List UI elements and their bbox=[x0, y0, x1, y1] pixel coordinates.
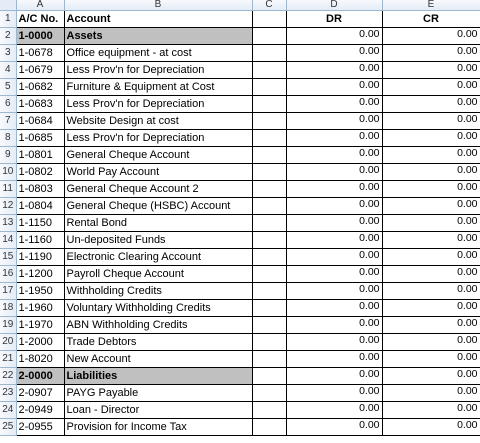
account-name-cell[interactable]: Less Prov'n for Depreciation bbox=[64, 62, 252, 79]
table-row bbox=[0, 113, 480, 130]
account-name-cell[interactable]: General Cheque (HSBC) Account bbox=[64, 198, 252, 215]
cr-cell[interactable]: 0.00 bbox=[382, 385, 480, 402]
select-all-corner[interactable] bbox=[0, 0, 16, 11]
row-header[interactable]: 2 bbox=[0, 28, 16, 45]
cr-cell[interactable]: 0.00 bbox=[382, 351, 480, 368]
dr-cell[interactable]: 0.00 bbox=[286, 402, 382, 419]
empty-cell-c[interactable] bbox=[252, 283, 286, 300]
table-row bbox=[0, 147, 480, 164]
header-cell-c[interactable] bbox=[252, 11, 286, 28]
table-row bbox=[0, 419, 480, 436]
dr-cell[interactable]: 0.00 bbox=[286, 62, 382, 79]
dr-cell[interactable]: 0.00 bbox=[286, 130, 382, 147]
cr-cell[interactable]: 0.00 bbox=[382, 28, 480, 45]
account-name-cell[interactable]: PAYG Payable bbox=[64, 385, 252, 402]
account-name-cell[interactable]: Payroll Cheque Account bbox=[64, 266, 252, 283]
dr-cell[interactable]: 0.00 bbox=[286, 113, 382, 130]
header-cell-dr[interactable]: DR bbox=[286, 11, 382, 28]
account-number-cell[interactable]: 1-0803 bbox=[16, 181, 64, 198]
row-header[interactable]: 13 bbox=[0, 215, 16, 232]
account-number-cell[interactable]: 2-0949 bbox=[16, 402, 64, 419]
account-name-cell[interactable]: Less Prov'n for Depreciation bbox=[64, 96, 252, 113]
table-row bbox=[0, 249, 480, 266]
cr-cell[interactable]: 0.00 bbox=[382, 62, 480, 79]
row-header[interactable]: 14 bbox=[0, 232, 16, 249]
account-number-cell[interactable]: 1-1970 bbox=[16, 317, 64, 334]
row-header[interactable]: 19 bbox=[0, 317, 16, 334]
cr-cell[interactable]: 0.00 bbox=[382, 113, 480, 130]
cr-cell[interactable]: 0.00 bbox=[382, 317, 480, 334]
account-number-cell[interactable]: 1-0804 bbox=[16, 198, 64, 215]
account-number-cell[interactable]: 1-1150 bbox=[16, 215, 64, 232]
table-row bbox=[0, 181, 480, 198]
table-row bbox=[0, 402, 480, 419]
account-number-cell[interactable]: 1-1960 bbox=[16, 300, 64, 317]
row-header[interactable]: 22 bbox=[0, 368, 16, 385]
row-header[interactable]: 8 bbox=[0, 130, 16, 147]
dr-cell[interactable]: 0.00 bbox=[286, 215, 382, 232]
table-row bbox=[0, 215, 480, 232]
dr-cell[interactable]: 0.00 bbox=[286, 266, 382, 283]
cr-cell[interactable]: 0.00 bbox=[382, 215, 480, 232]
cr-cell[interactable]: 0.00 bbox=[382, 79, 480, 96]
column-header-e[interactable]: E bbox=[382, 0, 480, 11]
account-name-cell[interactable]: Loan - Director bbox=[64, 402, 252, 419]
dr-cell[interactable]: 0.00 bbox=[286, 79, 382, 96]
account-name-cell[interactable]: Trade Debtors bbox=[64, 334, 252, 351]
dr-cell[interactable]: 0.00 bbox=[286, 249, 382, 266]
account-name-cell[interactable]: Less Prov'n for Depreciation bbox=[64, 130, 252, 147]
account-name-cell[interactable]: New Account bbox=[64, 351, 252, 368]
dr-cell[interactable]: 0.00 bbox=[286, 368, 382, 385]
empty-cell-c[interactable] bbox=[252, 300, 286, 317]
account-name-cell[interactable]: Liabilities bbox=[64, 368, 252, 385]
empty-cell-c[interactable] bbox=[252, 96, 286, 113]
account-number-cell[interactable]: 1-0682 bbox=[16, 79, 64, 96]
empty-cell-c[interactable] bbox=[252, 181, 286, 198]
empty-cell-c[interactable] bbox=[252, 147, 286, 164]
cr-cell[interactable]: 0.00 bbox=[382, 45, 480, 62]
header-cell-acct[interactable]: A/C No. bbox=[16, 11, 64, 28]
account-name-cell[interactable]: General Cheque Account bbox=[64, 147, 252, 164]
row-header[interactable]: 18 bbox=[0, 300, 16, 317]
row-header[interactable]: 12 bbox=[0, 198, 16, 215]
table-row bbox=[0, 351, 480, 368]
empty-cell-c[interactable] bbox=[252, 164, 286, 181]
table-row bbox=[0, 62, 480, 79]
column-header-d[interactable]: D bbox=[286, 0, 382, 11]
empty-cell-c[interactable] bbox=[252, 79, 286, 96]
empty-cell-c[interactable] bbox=[252, 215, 286, 232]
row-header[interactable]: 3 bbox=[0, 45, 16, 62]
empty-cell-c[interactable] bbox=[252, 351, 286, 368]
cr-cell[interactable]: 0.00 bbox=[382, 130, 480, 147]
cr-cell[interactable]: 0.00 bbox=[382, 266, 480, 283]
cr-cell[interactable]: 0.00 bbox=[382, 232, 480, 249]
dr-cell[interactable]: 0.00 bbox=[286, 385, 382, 402]
account-number-cell[interactable]: 1-2000 bbox=[16, 334, 64, 351]
empty-cell-c[interactable] bbox=[252, 249, 286, 266]
cr-cell[interactable]: 0.00 bbox=[382, 334, 480, 351]
cr-cell[interactable]: 0.00 bbox=[382, 249, 480, 266]
table-row bbox=[0, 232, 480, 249]
cr-cell[interactable]: 0.00 bbox=[382, 147, 480, 164]
dr-cell[interactable]: 0.00 bbox=[286, 147, 382, 164]
cr-cell[interactable]: 0.00 bbox=[382, 368, 480, 385]
row-header[interactable]: 4 bbox=[0, 62, 16, 79]
empty-cell-c[interactable] bbox=[252, 402, 286, 419]
header-cell-cr[interactable]: CR bbox=[382, 11, 480, 28]
row-header[interactable]: 16 bbox=[0, 266, 16, 283]
cr-cell[interactable]: 0.00 bbox=[382, 402, 480, 419]
empty-cell-c[interactable] bbox=[252, 334, 286, 351]
empty-cell-c[interactable] bbox=[252, 62, 286, 79]
row-header[interactable]: 10 bbox=[0, 164, 16, 181]
cr-cell[interactable]: 0.00 bbox=[382, 419, 480, 436]
account-number-cell[interactable]: 2-0000 bbox=[16, 368, 64, 385]
table-row bbox=[0, 300, 480, 317]
dr-cell[interactable]: 0.00 bbox=[286, 283, 382, 300]
account-name-cell[interactable]: World Pay Account bbox=[64, 164, 252, 181]
table-row bbox=[0, 334, 480, 351]
row-header[interactable]: 23 bbox=[0, 385, 16, 402]
account-name-cell[interactable]: Un-deposited Funds bbox=[64, 232, 252, 249]
account-number-cell[interactable]: 1-0000 bbox=[16, 28, 64, 45]
account-number-cell[interactable]: 2-0907 bbox=[16, 385, 64, 402]
empty-cell-c[interactable] bbox=[252, 317, 286, 334]
empty-cell-c[interactable] bbox=[252, 232, 286, 249]
account-number-cell[interactable]: 1-1950 bbox=[16, 283, 64, 300]
table-row bbox=[0, 385, 480, 402]
account-name-cell[interactable]: ABN Withholding Credits bbox=[64, 317, 252, 334]
cr-cell[interactable]: 0.00 bbox=[382, 96, 480, 113]
dr-cell[interactable]: 0.00 bbox=[286, 351, 382, 368]
dr-cell[interactable]: 0.00 bbox=[286, 334, 382, 351]
cr-cell[interactable]: 0.00 bbox=[382, 283, 480, 300]
table-row bbox=[0, 368, 480, 385]
row-header[interactable]: 15 bbox=[0, 249, 16, 266]
row-header[interactable]: 9 bbox=[0, 147, 16, 164]
table-row bbox=[0, 283, 480, 300]
account-number-cell[interactable]: 1-0685 bbox=[16, 130, 64, 147]
dr-cell[interactable]: 0.00 bbox=[286, 181, 382, 198]
row-header[interactable]: 20 bbox=[0, 334, 16, 351]
empty-cell-c[interactable] bbox=[252, 113, 286, 130]
account-number-cell[interactable]: 1-0683 bbox=[16, 96, 64, 113]
column-header-a[interactable]: A bbox=[16, 0, 64, 11]
account-name-cell[interactable]: Provision for Income Tax bbox=[64, 419, 252, 436]
column-header-row bbox=[0, 0, 480, 11]
account-name-cell[interactable]: Electronic Clearing Account bbox=[64, 249, 252, 266]
table-row bbox=[0, 45, 480, 62]
empty-cell-c[interactable] bbox=[252, 130, 286, 147]
table-row bbox=[0, 164, 480, 181]
header-cell-account[interactable]: Account bbox=[64, 11, 252, 28]
row-header[interactable]: 7 bbox=[0, 113, 16, 130]
account-number-cell[interactable]: 2-0955 bbox=[16, 419, 64, 436]
empty-cell-c[interactable] bbox=[252, 45, 286, 62]
account-name-cell[interactable]: Assets bbox=[64, 28, 252, 45]
account-number-cell[interactable]: 1-0802 bbox=[16, 164, 64, 181]
account-name-cell[interactable]: General Cheque Account 2 bbox=[64, 181, 252, 198]
account-name-cell[interactable]: Voluntary Withholding Credits bbox=[64, 300, 252, 317]
cr-cell[interactable]: 0.00 bbox=[382, 181, 480, 198]
account-number-cell[interactable]: 1-0801 bbox=[16, 147, 64, 164]
dr-cell[interactable]: 0.00 bbox=[286, 28, 382, 45]
dr-cell[interactable]: 0.00 bbox=[286, 317, 382, 334]
table-row bbox=[0, 130, 480, 147]
table-row bbox=[0, 198, 480, 215]
account-name-cell[interactable]: Withholding Credits bbox=[64, 283, 252, 300]
empty-cell-c[interactable] bbox=[252, 28, 286, 45]
row-header[interactable]: 5 bbox=[0, 79, 16, 96]
dr-cell[interactable]: 0.00 bbox=[286, 232, 382, 249]
column-header-c[interactable]: C bbox=[252, 0, 286, 11]
dr-cell[interactable]: 0.00 bbox=[286, 198, 382, 215]
dr-cell[interactable]: 0.00 bbox=[286, 96, 382, 113]
dr-cell[interactable]: 0.00 bbox=[286, 164, 382, 181]
cr-cell[interactable]: 0.00 bbox=[382, 164, 480, 181]
account-number-cell[interactable]: 1-1160 bbox=[16, 232, 64, 249]
account-name-cell[interactable]: Website Design at cost bbox=[64, 113, 252, 130]
column-header-b[interactable]: B bbox=[64, 0, 252, 11]
empty-cell-c[interactable] bbox=[252, 385, 286, 402]
table-row bbox=[0, 28, 480, 45]
table-row bbox=[0, 79, 480, 96]
dr-cell[interactable]: 0.00 bbox=[286, 300, 382, 317]
empty-cell-c[interactable] bbox=[252, 419, 286, 436]
cr-cell[interactable]: 0.00 bbox=[382, 300, 480, 317]
row-header[interactable]: 6 bbox=[0, 96, 16, 113]
empty-cell-c[interactable] bbox=[252, 198, 286, 215]
row-header[interactable]: 21 bbox=[0, 351, 16, 368]
dr-cell[interactable]: 0.00 bbox=[286, 419, 382, 436]
account-number-cell[interactable]: 1-1190 bbox=[16, 249, 64, 266]
table-row bbox=[0, 96, 480, 113]
row-header[interactable]: 1 bbox=[0, 11, 16, 28]
cr-cell[interactable]: 0.00 bbox=[382, 198, 480, 215]
empty-cell-c[interactable] bbox=[252, 266, 286, 283]
account-number-cell[interactable]: 1-0678 bbox=[16, 45, 64, 62]
account-number-cell[interactable]: 1-8020 bbox=[16, 351, 64, 368]
account-number-cell[interactable]: 1-0679 bbox=[16, 62, 64, 79]
account-name-cell[interactable]: Rental Bond bbox=[64, 215, 252, 232]
table-header-row bbox=[0, 11, 480, 28]
account-number-cell[interactable]: 1-0684 bbox=[16, 113, 64, 130]
empty-cell-c[interactable] bbox=[252, 368, 286, 385]
row-header[interactable]: 25 bbox=[0, 419, 16, 436]
account-number-cell[interactable]: 1-1200 bbox=[16, 266, 64, 283]
table-row bbox=[0, 266, 480, 283]
row-header[interactable]: 24 bbox=[0, 402, 16, 419]
dr-cell[interactable]: 0.00 bbox=[286, 45, 382, 62]
account-name-cell[interactable]: Furniture & Equipment at Cost bbox=[64, 79, 252, 96]
account-name-cell[interactable]: Office equipment - at cost bbox=[64, 45, 252, 62]
row-header[interactable]: 11 bbox=[0, 181, 16, 198]
table-row bbox=[0, 317, 480, 334]
row-header[interactable]: 17 bbox=[0, 283, 16, 300]
